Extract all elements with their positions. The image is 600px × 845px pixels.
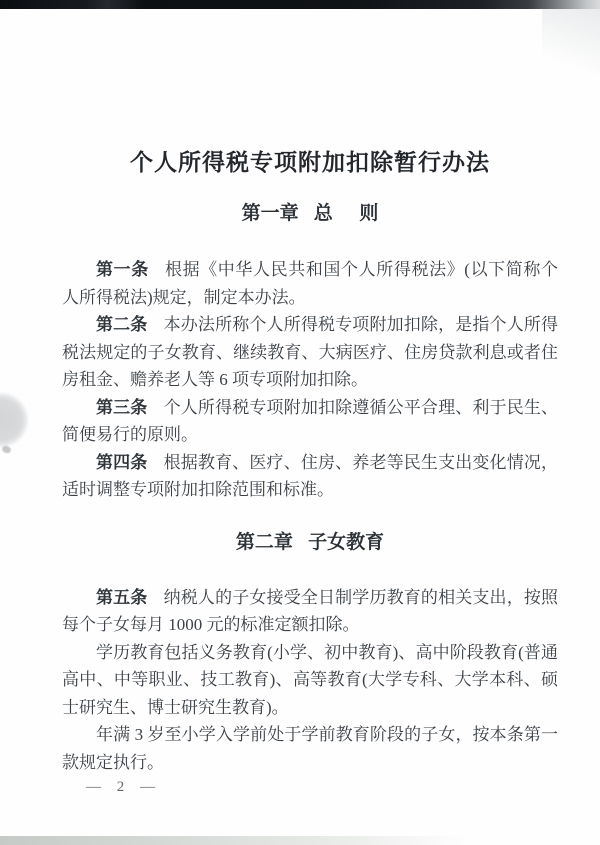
article-5-clause-3: 年满 3 岁至小学入学前处于学前教育阶段的子女，按本条第一款规定执行。	[62, 725, 558, 772]
article-2-term: 第二条	[96, 315, 148, 334]
article-5	[62, 584, 558, 639]
chapter-2-body	[62, 584, 558, 777]
chapter-1-title-char-2: 则	[359, 203, 379, 224]
document-content	[62, 0, 558, 776]
article-1-text: 根据《中华人民共和国个人所得税法》(以下简称个人所得税法)规定，制定本办法。	[62, 260, 558, 307]
chapter-2-title: 子女教育	[308, 531, 385, 553]
article-2-text: 本办法所称个人所得税专项附加扣除，是指个人所得税法规定的子女教育、继续教育、大病医疗、住房贷款利息或者住房租金、赡养老人等 6 项专项附加扣除。	[62, 315, 559, 389]
chapter-2-number: 第二章	[235, 531, 293, 553]
chapter-1-title-char-1: 总	[313, 203, 333, 224]
article-3-text: 个人所得税专项附加扣除遵循公平合理、利于民生、简便易行的原则。	[62, 397, 559, 444]
article-1	[62, 256, 558, 311]
article-5-text: 纳税人的子女接受全日制学历教育的相关支出，按照每个子女每月 1000 元的标准定额扣除。	[62, 587, 559, 634]
article-4-text: 根据教育、医疗、住房、养老等民生支出变化情况，适时调整专项附加扣除范围和标准。	[62, 452, 559, 499]
chapter-2-heading	[62, 530, 558, 556]
article-2	[62, 311, 558, 394]
scan-speck	[1, 445, 12, 455]
article-3	[62, 394, 558, 449]
page-number: — 2 —	[86, 779, 158, 795]
article-3-term: 第三条	[96, 397, 148, 417]
punch-hole-mark	[0, 393, 28, 447]
article-4	[62, 449, 558, 504]
chapter-1-heading	[62, 201, 558, 227]
article-4-term: 第四条	[96, 452, 148, 472]
chapter-1-body	[62, 256, 558, 504]
scan-bottom-edge	[0, 836, 600, 845]
article-5-term: 第五条	[96, 587, 148, 607]
document-title: 个人所得税专项附加扣除暂行办法	[130, 149, 490, 175]
article-5-clause-2: 学历教育包括义务教育(小学、初中教育)、高中阶段教育(普通高中、中等职业、技工教育)、高等教育(大学专科、大学本科、硕士研究生、博士研究生教育)。	[62, 642, 558, 717]
article-1-term: 第一条	[96, 260, 149, 279]
chapter-1-number: 第一章	[241, 203, 299, 224]
